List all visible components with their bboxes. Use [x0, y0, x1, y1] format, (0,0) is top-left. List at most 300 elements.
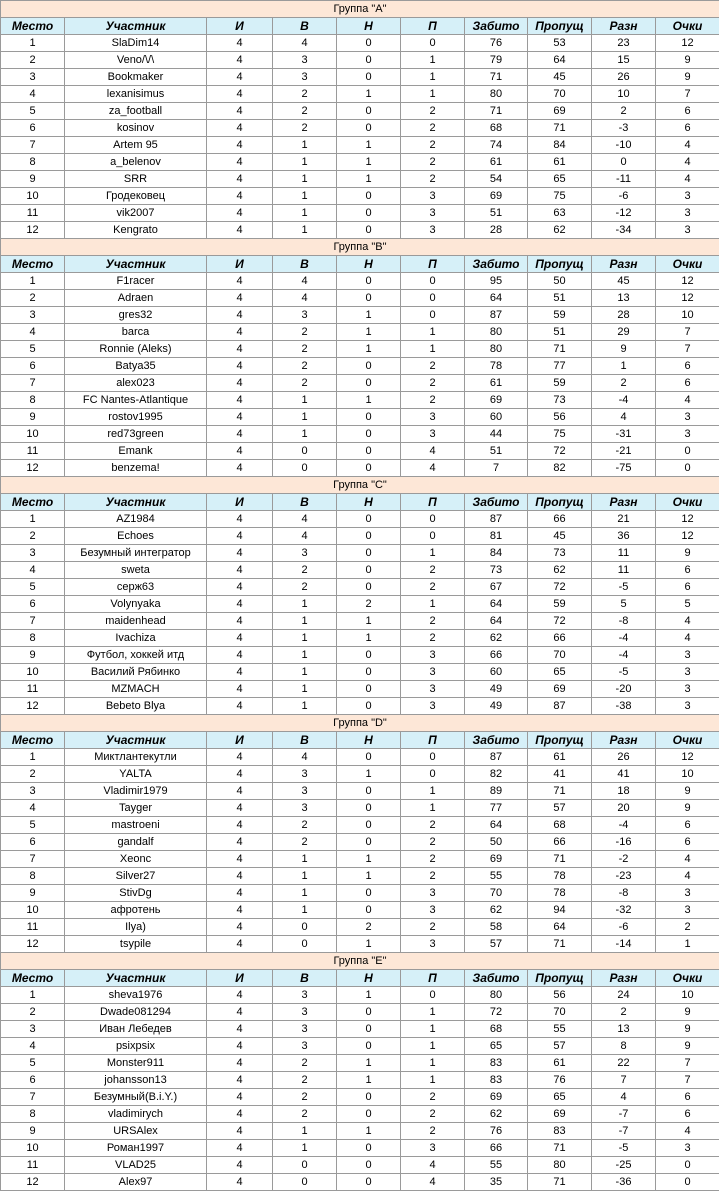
cell-wins: 2	[273, 120, 337, 137]
cell-place: 9	[1, 409, 65, 426]
cell-played: 4	[207, 596, 273, 613]
cell-played: 4	[207, 426, 273, 443]
cell-played: 4	[207, 358, 273, 375]
cell-diff: -5	[592, 664, 656, 681]
column-header-diff: Разн	[592, 256, 656, 273]
cell-played: 4	[207, 205, 273, 222]
cell-scored: 80	[465, 341, 528, 358]
cell-points: 9	[656, 52, 719, 69]
table-row	[1, 1140, 719, 1157]
column-header-draws: Н	[337, 256, 401, 273]
cell-losses: 0	[401, 766, 465, 783]
column-header-conceded: Пропущ	[528, 494, 592, 511]
column-header-draws: Н	[337, 18, 401, 35]
cell-scored: 80	[465, 86, 528, 103]
cell-losses: 2	[401, 171, 465, 188]
table-row	[1, 1072, 719, 1089]
cell-scored: 62	[465, 1106, 528, 1123]
cell-losses: 1	[401, 545, 465, 562]
cell-scored: 80	[465, 987, 528, 1004]
cell-draws: 0	[337, 647, 401, 664]
cell-wins: 2	[273, 817, 337, 834]
cell-conceded: 73	[528, 392, 592, 409]
cell-conceded: 53	[528, 35, 592, 52]
cell-scored: 28	[465, 222, 528, 239]
column-header-wins: В	[273, 256, 337, 273]
cell-scored: 74	[465, 137, 528, 154]
cell-losses: 3	[401, 936, 465, 953]
cell-conceded: 65	[528, 1089, 592, 1106]
cell-points: 2	[656, 919, 719, 936]
cell-scored: 60	[465, 664, 528, 681]
group-title: Группа "В"	[1, 239, 719, 256]
cell-losses: 0	[401, 987, 465, 1004]
column-header-participant: Участник	[65, 494, 207, 511]
cell-diff: -23	[592, 868, 656, 885]
cell-played: 4	[207, 834, 273, 851]
cell-losses: 1	[401, 1021, 465, 1038]
cell-participant: gres32	[65, 307, 207, 324]
cell-points: 6	[656, 834, 719, 851]
cell-played: 4	[207, 460, 273, 477]
cell-place: 5	[1, 579, 65, 596]
cell-place: 1	[1, 749, 65, 766]
table-row	[1, 545, 719, 562]
cell-losses: 0	[401, 273, 465, 290]
cell-diff: 13	[592, 290, 656, 307]
cell-draws: 0	[337, 460, 401, 477]
cell-conceded: 78	[528, 885, 592, 902]
table-row	[1, 936, 719, 953]
cell-played: 4	[207, 69, 273, 86]
cell-place: 7	[1, 851, 65, 868]
cell-scored: 66	[465, 647, 528, 664]
cell-participant: Silver27	[65, 868, 207, 885]
table-row	[1, 426, 719, 443]
cell-diff: 24	[592, 987, 656, 1004]
cell-participant: sheva1976	[65, 987, 207, 1004]
cell-draws: 0	[337, 1089, 401, 1106]
cell-conceded: 64	[528, 52, 592, 69]
cell-scored: 49	[465, 681, 528, 698]
cell-scored: 77	[465, 800, 528, 817]
table-row	[1, 1004, 719, 1021]
cell-place: 6	[1, 1072, 65, 1089]
cell-wins: 1	[273, 613, 337, 630]
column-header-wins: В	[273, 18, 337, 35]
cell-played: 4	[207, 324, 273, 341]
cell-place: 12	[1, 460, 65, 477]
cell-place: 8	[1, 392, 65, 409]
cell-draws: 0	[337, 817, 401, 834]
table-row	[1, 460, 719, 477]
cell-losses: 0	[401, 511, 465, 528]
cell-participant: maidenhead	[65, 613, 207, 630]
cell-place: 4	[1, 324, 65, 341]
cell-participant: Ivachiza	[65, 630, 207, 647]
table-row	[1, 137, 719, 154]
cell-points: 5	[656, 596, 719, 613]
cell-draws: 2	[337, 596, 401, 613]
cell-diff: -38	[592, 698, 656, 715]
cell-participant: Безумный интегратор	[65, 545, 207, 562]
cell-place: 4	[1, 86, 65, 103]
group-title: Группа "Е"	[1, 953, 719, 970]
cell-participant: Dwade081294	[65, 1004, 207, 1021]
cell-wins: 4	[273, 35, 337, 52]
table-row	[1, 902, 719, 919]
cell-diff: 2	[592, 103, 656, 120]
cell-conceded: 75	[528, 188, 592, 205]
table-row	[1, 698, 719, 715]
cell-place: 3	[1, 307, 65, 324]
cell-diff: 41	[592, 766, 656, 783]
cell-wins: 3	[273, 987, 337, 1004]
table-row	[1, 1038, 719, 1055]
cell-draws: 0	[337, 1021, 401, 1038]
cell-points: 9	[656, 69, 719, 86]
cell-points: 0	[656, 443, 719, 460]
cell-conceded: 76	[528, 1072, 592, 1089]
cell-place: 7	[1, 375, 65, 392]
cell-losses: 1	[401, 341, 465, 358]
cell-participant: Василий Рябинко	[65, 664, 207, 681]
cell-losses: 2	[401, 613, 465, 630]
table-row	[1, 834, 719, 851]
cell-scored: 62	[465, 630, 528, 647]
cell-played: 4	[207, 1089, 273, 1106]
cell-draws: 0	[337, 188, 401, 205]
cell-place: 6	[1, 596, 65, 613]
cell-wins: 0	[273, 919, 337, 936]
cell-played: 4	[207, 613, 273, 630]
cell-points: 4	[656, 1123, 719, 1140]
cell-place: 1	[1, 987, 65, 1004]
cell-draws: 0	[337, 69, 401, 86]
cell-wins: 1	[273, 647, 337, 664]
cell-losses: 2	[401, 375, 465, 392]
cell-losses: 2	[401, 154, 465, 171]
cell-diff: -8	[592, 613, 656, 630]
cell-draws: 1	[337, 392, 401, 409]
cell-played: 4	[207, 137, 273, 154]
cell-scored: 49	[465, 698, 528, 715]
column-header-wins: В	[273, 732, 337, 749]
cell-played: 4	[207, 987, 273, 1004]
cell-scored: 55	[465, 1157, 528, 1174]
cell-losses: 4	[401, 1157, 465, 1174]
cell-wins: 3	[273, 783, 337, 800]
table-row	[1, 188, 719, 205]
cell-diff: 26	[592, 69, 656, 86]
cell-scored: 69	[465, 188, 528, 205]
cell-participant: Ronnie (Aleks)	[65, 341, 207, 358]
cell-played: 4	[207, 1021, 273, 1038]
table-row	[1, 222, 719, 239]
cell-place: 2	[1, 528, 65, 545]
cell-diff: 7	[592, 1072, 656, 1089]
cell-place: 2	[1, 290, 65, 307]
cell-participant: gandalf	[65, 834, 207, 851]
cell-scored: 55	[465, 868, 528, 885]
cell-scored: 70	[465, 885, 528, 902]
cell-participant: афротень	[65, 902, 207, 919]
cell-conceded: 71	[528, 120, 592, 137]
cell-diff: 4	[592, 1089, 656, 1106]
cell-diff: -8	[592, 885, 656, 902]
cell-points: 6	[656, 579, 719, 596]
cell-participant: FC Nantes-Atlantique	[65, 392, 207, 409]
cell-played: 4	[207, 52, 273, 69]
cell-losses: 2	[401, 630, 465, 647]
cell-losses: 1	[401, 324, 465, 341]
cell-points: 6	[656, 1089, 719, 1106]
cell-draws: 0	[337, 358, 401, 375]
cell-draws: 1	[337, 1072, 401, 1089]
cell-place: 10	[1, 664, 65, 681]
table-row	[1, 528, 719, 545]
cell-participant: a_belenov	[65, 154, 207, 171]
cell-diff: -12	[592, 205, 656, 222]
cell-points: 6	[656, 358, 719, 375]
column-header-draws: Н	[337, 970, 401, 987]
cell-conceded: 73	[528, 545, 592, 562]
column-header-conceded: Пропущ	[528, 970, 592, 987]
cell-participant: Vladimir1979	[65, 783, 207, 800]
cell-losses: 2	[401, 137, 465, 154]
cell-played: 4	[207, 1157, 273, 1174]
cell-played: 4	[207, 1174, 273, 1191]
cell-points: 7	[656, 341, 719, 358]
cell-conceded: 70	[528, 86, 592, 103]
cell-diff: -5	[592, 579, 656, 596]
cell-played: 4	[207, 171, 273, 188]
cell-scored: 76	[465, 35, 528, 52]
column-header-place: Место	[1, 970, 65, 987]
cell-scored: 87	[465, 749, 528, 766]
cell-diff: -4	[592, 630, 656, 647]
cell-draws: 0	[337, 443, 401, 460]
cell-draws: 1	[337, 307, 401, 324]
table-row	[1, 171, 719, 188]
cell-wins: 2	[273, 1089, 337, 1106]
table-row	[1, 596, 719, 613]
table-row	[1, 664, 719, 681]
cell-points: 7	[656, 1055, 719, 1072]
cell-draws: 1	[337, 630, 401, 647]
cell-draws: 0	[337, 120, 401, 137]
cell-points: 9	[656, 545, 719, 562]
cell-points: 0	[656, 1174, 719, 1191]
column-header-row	[1, 494, 719, 511]
cell-draws: 0	[337, 562, 401, 579]
cell-wins: 2	[273, 834, 337, 851]
cell-wins: 1	[273, 1123, 337, 1140]
cell-participant: SRR	[65, 171, 207, 188]
table-row	[1, 341, 719, 358]
cell-played: 4	[207, 1038, 273, 1055]
cell-scored: 69	[465, 1089, 528, 1106]
cell-place: 11	[1, 919, 65, 936]
cell-losses: 3	[401, 426, 465, 443]
cell-losses: 0	[401, 35, 465, 52]
column-header-place: Место	[1, 18, 65, 35]
cell-wins: 0	[273, 1157, 337, 1174]
cell-wins: 0	[273, 460, 337, 477]
cell-played: 4	[207, 35, 273, 52]
cell-played: 4	[207, 664, 273, 681]
cell-diff: -4	[592, 817, 656, 834]
cell-played: 4	[207, 902, 273, 919]
cell-diff: -31	[592, 426, 656, 443]
cell-place: 8	[1, 1106, 65, 1123]
table-row	[1, 69, 719, 86]
cell-losses: 1	[401, 52, 465, 69]
cell-participant: Kengrato	[65, 222, 207, 239]
cell-diff: 23	[592, 35, 656, 52]
cell-points: 10	[656, 766, 719, 783]
cell-losses: 1	[401, 783, 465, 800]
cell-scored: 44	[465, 426, 528, 443]
cell-wins: 0	[273, 936, 337, 953]
cell-points: 3	[656, 426, 719, 443]
cell-conceded: 69	[528, 1106, 592, 1123]
cell-participant: Футбол, хоккей итд	[65, 647, 207, 664]
column-header-losses: П	[401, 732, 465, 749]
cell-place: 11	[1, 443, 65, 460]
cell-conceded: 66	[528, 630, 592, 647]
cell-diff: 0	[592, 154, 656, 171]
table-row	[1, 86, 719, 103]
cell-played: 4	[207, 392, 273, 409]
cell-points: 4	[656, 392, 719, 409]
group-title-row	[1, 715, 719, 732]
cell-scored: 83	[465, 1072, 528, 1089]
cell-points: 12	[656, 511, 719, 528]
cell-losses: 1	[401, 69, 465, 86]
cell-diff: 10	[592, 86, 656, 103]
cell-played: 4	[207, 749, 273, 766]
cell-scored: 57	[465, 936, 528, 953]
cell-wins: 2	[273, 1106, 337, 1123]
cell-scored: 65	[465, 1038, 528, 1055]
cell-conceded: 64	[528, 919, 592, 936]
cell-participant: Emank	[65, 443, 207, 460]
cell-scored: 69	[465, 392, 528, 409]
cell-losses: 3	[401, 205, 465, 222]
cell-place: 2	[1, 766, 65, 783]
cell-conceded: 77	[528, 358, 592, 375]
cell-participant: Adraen	[65, 290, 207, 307]
cell-played: 4	[207, 800, 273, 817]
cell-diff: 21	[592, 511, 656, 528]
cell-played: 4	[207, 579, 273, 596]
cell-place: 12	[1, 936, 65, 953]
cell-diff: 26	[592, 749, 656, 766]
cell-played: 4	[207, 851, 273, 868]
cell-points: 4	[656, 868, 719, 885]
cell-points: 3	[656, 664, 719, 681]
cell-scored: 64	[465, 290, 528, 307]
cell-wins: 2	[273, 324, 337, 341]
cell-losses: 2	[401, 562, 465, 579]
cell-scored: 95	[465, 273, 528, 290]
cell-losses: 0	[401, 307, 465, 324]
cell-losses: 1	[401, 1004, 465, 1021]
cell-draws: 1	[337, 613, 401, 630]
cell-conceded: 80	[528, 1157, 592, 1174]
cell-draws: 1	[337, 766, 401, 783]
cell-scored: 71	[465, 103, 528, 120]
cell-draws: 0	[337, 528, 401, 545]
table-row	[1, 52, 719, 69]
cell-participant: AZ1984	[65, 511, 207, 528]
table-row	[1, 885, 719, 902]
cell-place: 10	[1, 426, 65, 443]
cell-wins: 3	[273, 307, 337, 324]
table-row	[1, 647, 719, 664]
cell-participant: Tayger	[65, 800, 207, 817]
cell-scored: 87	[465, 511, 528, 528]
cell-points: 3	[656, 698, 719, 715]
cell-points: 9	[656, 1038, 719, 1055]
cell-conceded: 59	[528, 375, 592, 392]
cell-played: 4	[207, 86, 273, 103]
cell-diff: 5	[592, 596, 656, 613]
table-row	[1, 205, 719, 222]
cell-diff: -14	[592, 936, 656, 953]
cell-participant: tsypile	[65, 936, 207, 953]
cell-points: 3	[656, 681, 719, 698]
cell-scored: 66	[465, 1140, 528, 1157]
cell-wins: 3	[273, 800, 337, 817]
column-header-diff: Разн	[592, 732, 656, 749]
cell-draws: 0	[337, 800, 401, 817]
cell-points: 4	[656, 630, 719, 647]
cell-scored: 35	[465, 1174, 528, 1191]
column-header-losses: П	[401, 256, 465, 273]
cell-place: 4	[1, 1038, 65, 1055]
column-header-scored: Забито	[465, 256, 528, 273]
cell-wins: 0	[273, 1174, 337, 1191]
cell-wins: 2	[273, 358, 337, 375]
cell-wins: 3	[273, 1004, 337, 1021]
cell-diff: -10	[592, 137, 656, 154]
cell-conceded: 84	[528, 137, 592, 154]
cell-scored: 87	[465, 307, 528, 324]
cell-points: 12	[656, 290, 719, 307]
cell-wins: 1	[273, 154, 337, 171]
cell-conceded: 62	[528, 222, 592, 239]
cell-conceded: 71	[528, 1174, 592, 1191]
cell-place: 9	[1, 1123, 65, 1140]
cell-played: 4	[207, 919, 273, 936]
cell-conceded: 87	[528, 698, 592, 715]
table-row	[1, 1174, 719, 1191]
column-header-draws: Н	[337, 494, 401, 511]
cell-conceded: 61	[528, 749, 592, 766]
cell-played: 4	[207, 783, 273, 800]
cell-losses: 1	[401, 596, 465, 613]
cell-draws: 0	[337, 409, 401, 426]
cell-wins: 4	[273, 273, 337, 290]
cell-place: 6	[1, 358, 65, 375]
cell-played: 4	[207, 868, 273, 885]
cell-place: 1	[1, 35, 65, 52]
column-header-points: Очки	[656, 18, 719, 35]
cell-participant: F1racer	[65, 273, 207, 290]
column-header-participant: Участник	[65, 256, 207, 273]
